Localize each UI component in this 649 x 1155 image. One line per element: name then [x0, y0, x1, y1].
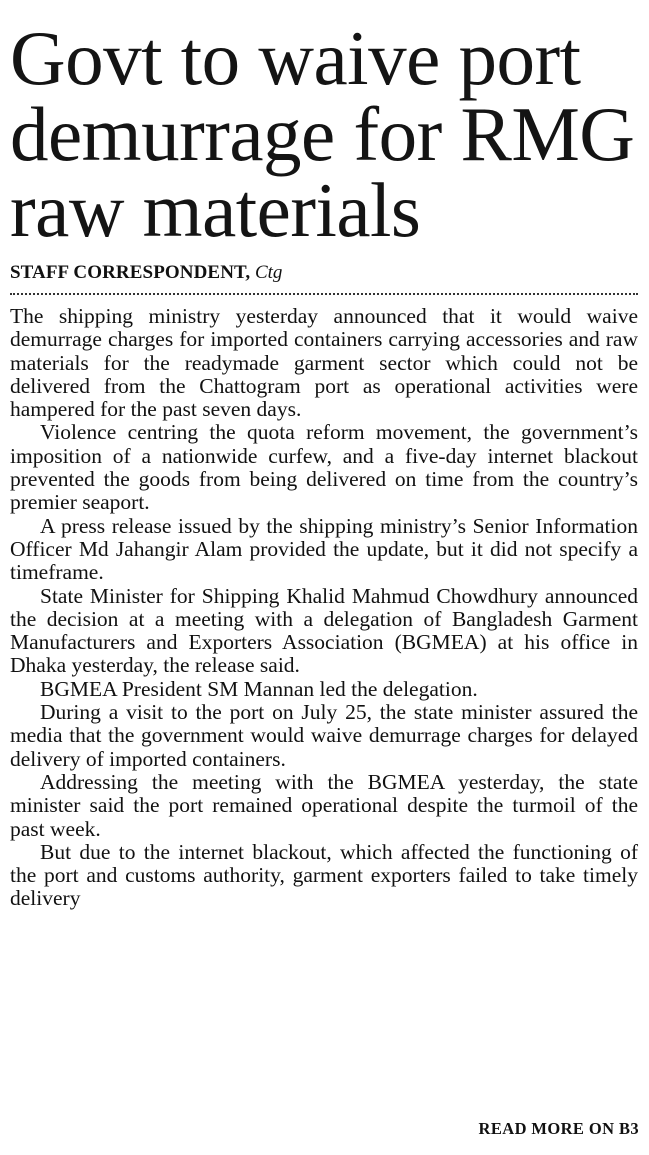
paragraph: A press release issued by the shipping ministry’s Senior Information Officer Md Jahangir Alam provided the update, but it did not specify a timeframe. — [10, 513, 638, 585]
byline-location: Ctg — [254, 262, 283, 283]
paragraph: Addressing the meeting with the BGMEA yesterday, the state minister said the port remained operational despite the turmoil of the past week. — [10, 769, 638, 841]
paragraph: State Minister for Shipping Khalid Mahmud Chowdhury announced the decision at a meeting with a delegation of Bangladesh Garment Manufacturers and Exporters Association (BGMEA) at his office in Dhaka yesterday, the release said. — [10, 583, 638, 678]
byline — [10, 262, 638, 284]
paragraph: BGMEA President SM Mannan led the delegation. — [40, 676, 478, 701]
paragraph-last: But due to the internet blackout, which affected the functioning of the port and customs authority, garment exporters failed to take timely delivery — [10, 839, 638, 911]
paragraph: Violence centring the quota reform movement, the government’s imposition of a nationwide curfew, and a five-day internet blackout prevented the goods from being delivered on time from the country’s premier seaport. — [10, 420, 638, 515]
paragraph: During a visit to the port on July 25, the state minister assured the media that the government would waive demurrage charges for delayed delivery of imported containers. — [10, 700, 638, 771]
article-body — [10, 305, 638, 911]
headline: Govt to waive port demurrage for RMG raw materials — [10, 15, 635, 253]
read-more-link[interactable]: READ MORE ON B3 — [478, 1119, 639, 1138]
news-article — [10, 15, 638, 911]
paragraph: The shipping ministry yesterday announced that it would waive demurrage charges for imported containers carrying accessories and raw materials for the readymade garment sector which could not be delivered from the Chattogram port as operational activities were hampered for the past seven days. — [10, 304, 638, 422]
byline-author: STAFF CORRESPONDENT, — [10, 262, 251, 283]
dotted-divider — [10, 293, 638, 295]
